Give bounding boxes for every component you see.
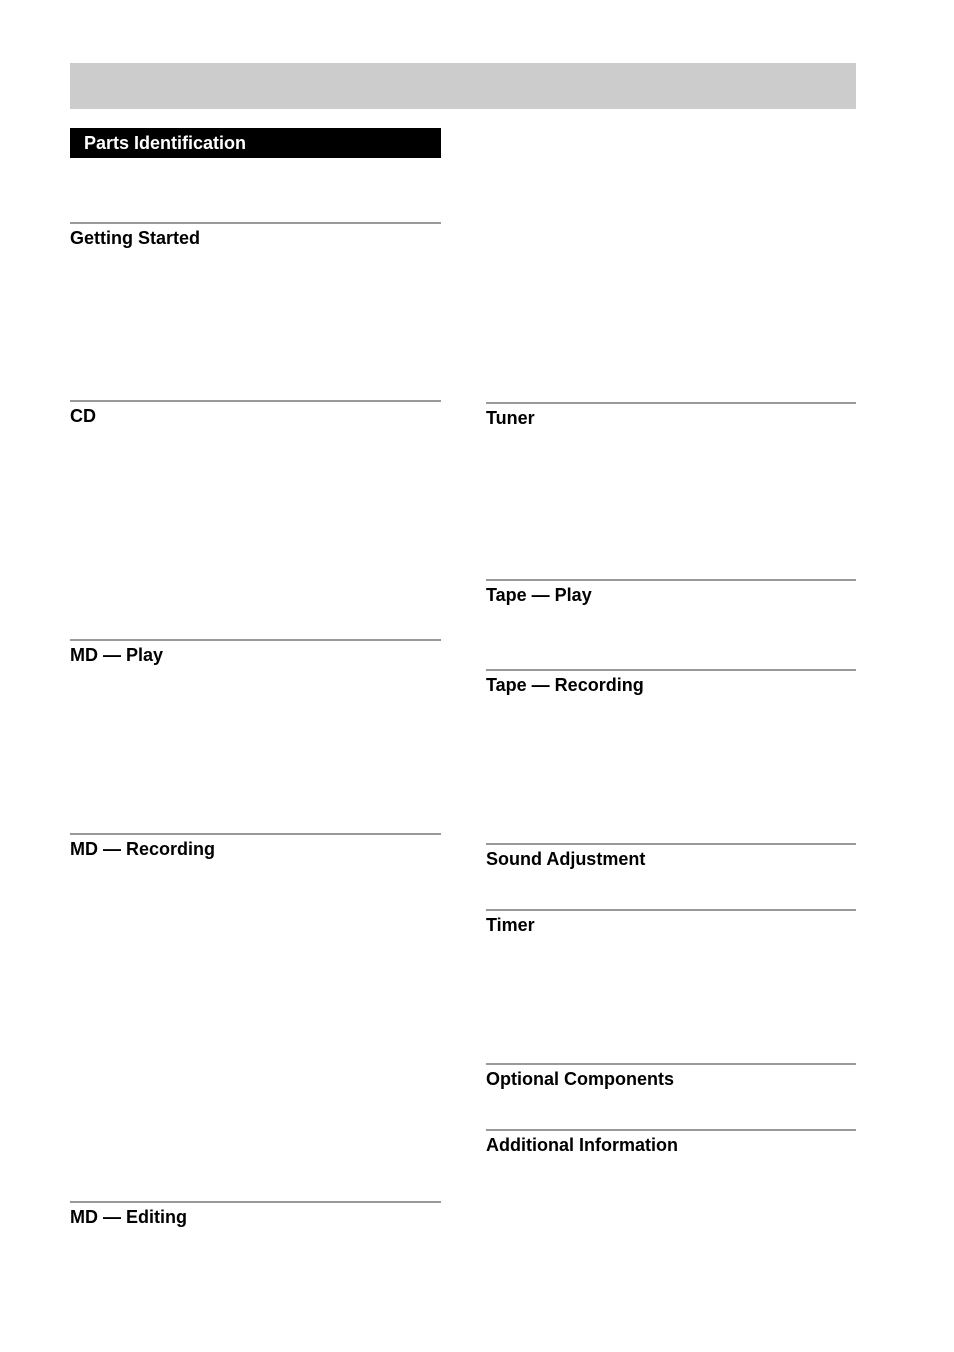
section-banner-parts-identification: Parts Identification: [70, 128, 441, 158]
section-title: Tape — Play: [486, 585, 592, 605]
section-title: Getting Started: [70, 228, 201, 248]
section-title: MD — Recording: [70, 839, 216, 859]
section-md-editing: [70, 1201, 441, 1227]
section-md-recording: [70, 833, 441, 859]
section-optional-components: [486, 1063, 856, 1089]
section-title: Timer: [486, 915, 535, 935]
section-title: MD — Play: [70, 645, 164, 665]
section-title: Additional Information: [486, 1135, 678, 1155]
section-title: Sound Adjustment: [486, 849, 646, 869]
section-title: Optional Components: [486, 1069, 674, 1089]
section-additional-information: [486, 1129, 856, 1155]
section-sound-adjustment: [486, 843, 856, 869]
section-title: Tuner: [486, 408, 535, 428]
section-getting-started: [70, 222, 441, 248]
section-cd: [70, 400, 441, 426]
section-timer: [486, 909, 856, 935]
section-title: Tape — Recording: [486, 675, 644, 695]
section-tape-play: [486, 579, 856, 605]
section-title: MD — Editing: [70, 1207, 187, 1227]
section-tape-recording: [486, 669, 856, 695]
section-md-play: [70, 639, 441, 665]
header-bar: [70, 63, 856, 109]
section-title: CD: [70, 406, 96, 426]
section-tuner: [486, 402, 856, 428]
